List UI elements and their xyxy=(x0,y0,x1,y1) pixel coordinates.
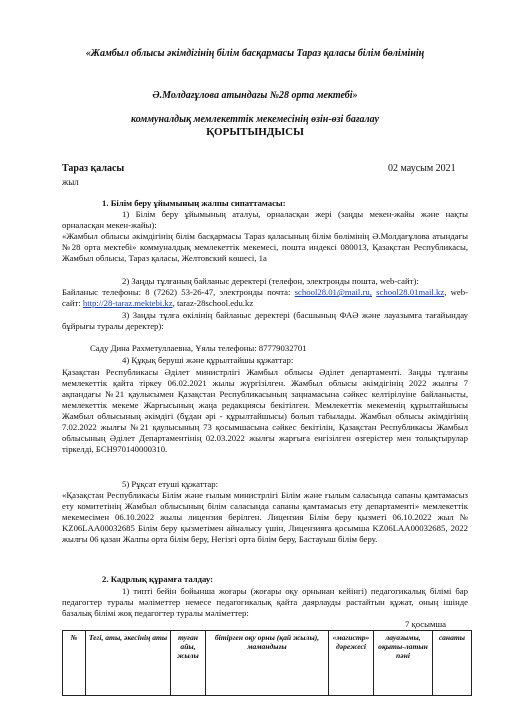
col-number: № xyxy=(63,631,86,696)
section2-title: 2. Кадрлық құрамға талдау: xyxy=(102,574,214,584)
section1-item5: 5) Рұқсат етуші құжаттар: xyxy=(122,479,219,489)
section1-item2: 2) Заңды тұлғаның байланыс деректері (телефон, электронды пошта, web-сайт): xyxy=(122,276,419,286)
founding-documents: Қазақстан Республикасы Әділет министрлігі Жамбыл облысы Әділет департаменті. Заңды тұлғаны мемлекеттік қайта тіркеу 06.02.2021 жылы жүргізілген. Жамбыл облысы әкімдігінің 2022 жылғы 7 ақпандағы №21 қаулысымен Қазақстан Республикасының заңнамасына сәйкес келтірілуіне байланысты, мемлекеттік мекеме Жарғысының жаңа редакциясы бекітілген. Мемлекеттік мекеменің құрылтайшысы Жамбыл облысының әкімдігі (бұдан әрі - құрылтайшысы) болып табылады. Жамбыл облысы әкімдігінің 7.02.2022 жылғы №21 қаулысының 73 қосымшасына сәйкес бекітілін, Қазақстан Республикасы Жамбыл облысының Әділет Департаментінің 02.03.2022 жылғы жарғыға енгізілген өзгерістер мен толықтырулар тіркелді, БСН970140000310. xyxy=(62,367,468,454)
title-line-2: Ә.Молдағұлова атындағы №28 орта мектебі» xyxy=(152,90,358,101)
section1-contacts xyxy=(62,287,468,309)
website-link[interactable]: http://28-taraz.mektebi.kz xyxy=(82,298,173,308)
section1-title: 1. Білім беру ұйымының жалпы сипаттамасы: xyxy=(102,198,286,208)
license-info: «Қазақстан Республикасы Білім және ғылым министрлігі Білім және ғылым саласында сапаны қамтамасыз ету комитетінің Жамбыл облысының білім саласында сапаны қамтамасыз ету департаменті» мемлекеттік мекемесімен 06.10.2022 жылы лицензия берілген. Лицензия Білім беру қызметі 06.10.2022 жыл № KZ06LAA00032685 Білім беру қызметімен айналысу үшін, Лицензияға қосымша KZ06LAA00032685, 2022 жылғы 06 қазан Жалпы орта білім беру, Негізгі орта білім беру, Бастауыш білім беру. xyxy=(62,490,468,544)
document-date: 02 маусым 2021 xyxy=(388,163,456,174)
section2-item1: 1) типті бейін бойынша жоғары (жоғары оқу орнынан кейінгі) педагогикалық білімі бар педагогтер туралы мәліметтер немесе педагогикалық қайта даярлауды растайтын құжат, оның ішінде базалық білімі жоқ педагогтер туралы мәліметтер: xyxy=(62,586,468,618)
section1-item4: 4) Құқық беруші және құрылтайшы құжаттар: xyxy=(122,355,294,365)
col-position: лауазымы, оқыты-латын пәні xyxy=(374,631,433,696)
appendix-label: 7 қосымша xyxy=(405,619,447,629)
title-line-3: коммуналдық мемлекеттік мекемесінің өзін-өзі бағалау xyxy=(131,114,379,125)
director-contact: Саду Дина Рахметуллаевна, Ұялы телефоны: 87779032701 xyxy=(90,343,307,353)
contacts-text-a: Байланыс телефоны: 8 (7262) 53-26-47, электронды почта: xyxy=(62,287,291,297)
col-category: санаты xyxy=(433,631,472,696)
email-link-2[interactable]: school28.01mail.kz xyxy=(376,287,445,297)
section1-address: «Жамбыл облысы әкімдігінің білім басқармасы Тараз қаласының білім бөлімінің Ә.Молдағұлова атындағы №28 орта мектебі» коммуналдық мемлекеттік мекемесі, пошта индексі 080013, Қазақстан Республикасы, Жамбыл облысы, Тараз қаласы, Желтовский көшесі, 1а xyxy=(62,231,468,263)
email-link-1[interactable]: school28.01@mail.ru, xyxy=(294,287,372,297)
title-line-4: ҚОРЫТЫНДЫСЫ xyxy=(206,126,304,138)
contacts-text-b: , web-сайт: xyxy=(62,287,468,308)
city-label: Тараз қаласы xyxy=(62,163,125,174)
section1-item1: 1) Білім беру ұйымының аталуы, орналасқан жері (заңды мекен-жайы және нақты орналасқан мекен-жайы): xyxy=(62,209,468,230)
col-education: бітірген оқу орны (қай жылы), мамандығы xyxy=(206,631,329,696)
staff-table xyxy=(62,630,472,696)
title-line-1: «Жамбыл облысы әкімдігінің білім басқармасы Тараз қаласы білім бөлімінің xyxy=(85,48,425,59)
col-birth: туған айы, жылы xyxy=(171,631,206,696)
section1-item3: 3) Заңды тұлға өкілінің байланыс деректері (басшының ФАӘ және лауазымға тағайындау бұйрығы туралы деректер): xyxy=(62,310,468,331)
contacts-text-c: , taraz-28school.edu.kz xyxy=(172,298,254,308)
year-label: жыл xyxy=(62,177,79,187)
col-full-name: Тегі, аты, әкесінің аты xyxy=(86,631,171,696)
col-master: «магистр» дәрежесі xyxy=(329,631,374,696)
table-header-row xyxy=(63,631,472,696)
